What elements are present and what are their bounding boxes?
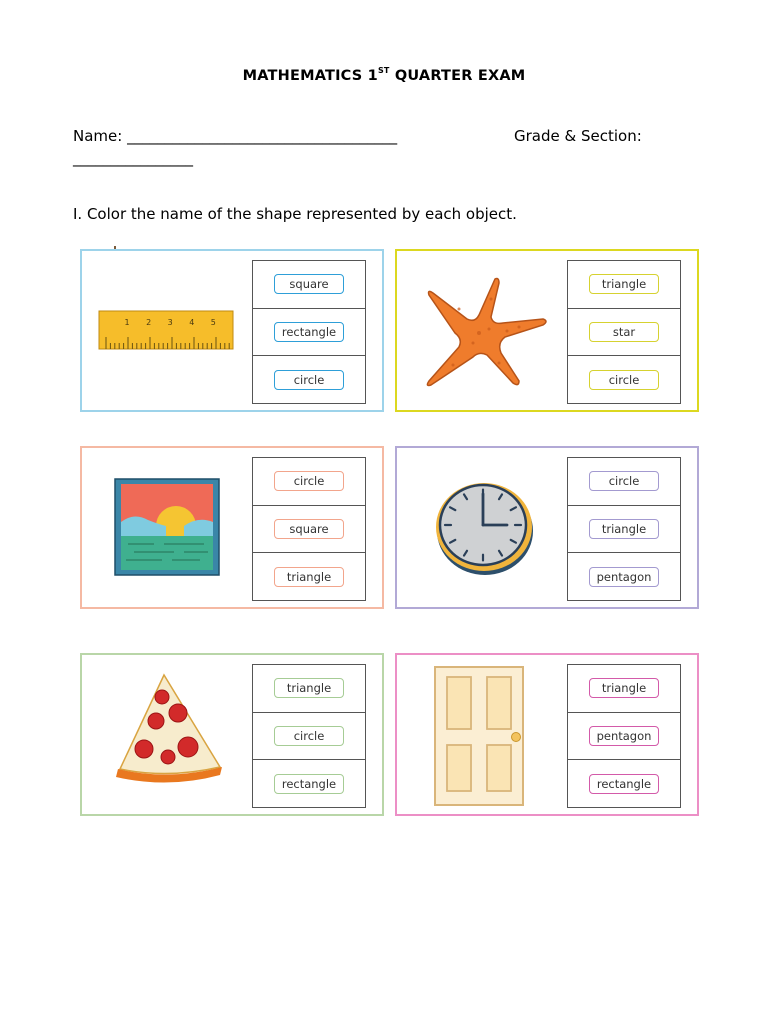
options-box — [252, 260, 366, 404]
option-row — [253, 760, 365, 808]
option-row — [568, 713, 680, 761]
option-row — [568, 553, 680, 601]
question-card-door — [395, 653, 699, 816]
question-card-picture — [80, 446, 384, 609]
starfish-image — [419, 273, 549, 389]
option-star[interactable]: star — [589, 322, 659, 342]
title-rest: QUARTER EXAM — [389, 67, 526, 84]
option-circle[interactable]: circle — [274, 471, 344, 491]
grade-section-label: Grade & Section: — [514, 127, 642, 145]
option-row — [253, 553, 365, 601]
option-square[interactable]: square — [274, 274, 344, 294]
option-square[interactable]: square — [274, 519, 344, 539]
option-row — [568, 356, 680, 404]
option-row — [568, 261, 680, 309]
option-triangle[interactable]: triangle — [274, 567, 344, 587]
option-circle[interactable]: circle — [589, 471, 659, 491]
question-card-ruler — [80, 249, 384, 412]
option-circle[interactable]: circle — [589, 370, 659, 390]
option-rectangle[interactable]: rectangle — [274, 774, 344, 794]
options-box — [252, 664, 366, 808]
ruler-number: 5 — [210, 318, 216, 327]
picture-frame-image — [114, 478, 220, 576]
question-card-pizza — [80, 653, 384, 816]
ruler-number: 3 — [167, 318, 173, 327]
question-card-clock — [395, 446, 699, 609]
option-triangle[interactable]: triangle — [589, 274, 659, 294]
option-triangle[interactable]: triangle — [589, 678, 659, 698]
option-row — [253, 506, 365, 554]
clock-image — [433, 480, 535, 576]
option-row — [568, 506, 680, 554]
option-circle[interactable]: circle — [274, 726, 344, 746]
ruler-number: 2 — [146, 318, 152, 327]
ruler-number: 4 — [189, 318, 195, 327]
option-pentagon[interactable]: pentagon — [589, 726, 659, 746]
pizza-slice-image — [112, 671, 224, 783]
option-row — [568, 760, 680, 808]
option-row — [253, 458, 365, 506]
option-row — [253, 713, 365, 761]
door-image — [433, 665, 527, 809]
option-triangle[interactable]: triangle — [589, 519, 659, 539]
option-row — [253, 356, 365, 404]
option-row — [253, 261, 365, 309]
options-box — [567, 457, 681, 601]
option-rectangle[interactable]: rectangle — [589, 774, 659, 794]
option-row — [253, 665, 365, 713]
page-title — [0, 67, 768, 84]
option-row — [568, 309, 680, 357]
option-row — [253, 309, 365, 357]
instruction-text: I. Color the name of the shape represented by each object. — [73, 205, 517, 223]
option-row — [568, 665, 680, 713]
title-superscript: ST — [377, 66, 390, 75]
name-field[interactable]: Name: ____________________________________ — [73, 127, 398, 145]
options-box — [252, 457, 366, 601]
options-box — [567, 664, 681, 808]
ruler-image — [98, 309, 234, 351]
option-triangle[interactable]: triangle — [274, 678, 344, 698]
option-pentagon[interactable]: pentagon — [589, 567, 659, 587]
option-row — [568, 458, 680, 506]
ruler-number: 1 — [124, 318, 130, 327]
option-circle[interactable]: circle — [274, 370, 344, 390]
options-box — [567, 260, 681, 404]
grade-section-field[interactable]: ________________ — [73, 149, 193, 167]
option-rectangle[interactable]: rectangle — [274, 322, 344, 342]
title-main: MATHEMATICS 1 — [242, 67, 378, 84]
question-card-starfish — [395, 249, 699, 412]
